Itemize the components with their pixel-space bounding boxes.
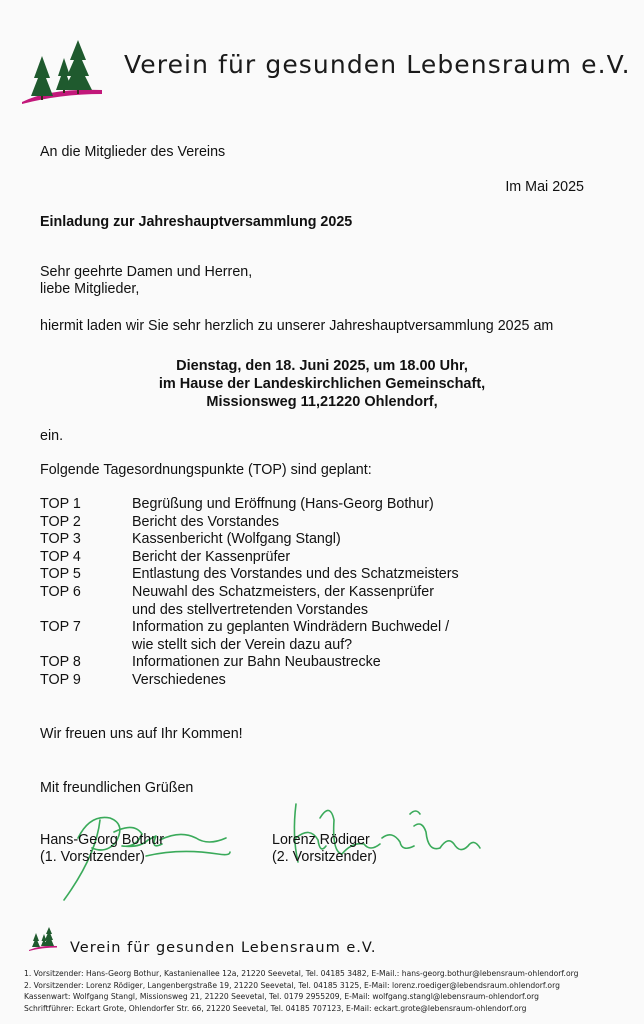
agenda-text: Kassenbericht (Wolfgang Stangl) — [132, 531, 341, 548]
signer-1-name: Hans-Georg Bothur — [40, 832, 164, 848]
org-title: Verein für gesunden Lebensraum e.V. — [124, 50, 631, 79]
recipient: An die Mitglieder des Vereins — [40, 144, 226, 160]
salutation — [40, 264, 252, 298]
agenda-id: TOP 3 — [40, 531, 81, 548]
agenda-id: TOP 2 — [40, 513, 81, 530]
agenda-id: TOP 7 — [40, 619, 81, 636]
signer-1-role: (1. Vorsitzender) — [40, 849, 145, 865]
agenda-row — [40, 531, 600, 549]
footer-logo-trees-icon — [28, 926, 58, 952]
agenda-text: Bericht der Kassenprüfer — [132, 548, 291, 565]
event-details — [0, 357, 644, 411]
event-address: Missionsweg 11,21220 Ohlendorf, — [206, 394, 438, 410]
agenda-table — [40, 496, 600, 690]
agenda-id: TOP 8 — [40, 654, 81, 671]
agenda-text: Information zu geplanten Windrädern Buchwedel / wie stellt sich der Verein dazu auf? — [132, 619, 450, 653]
signer-2 — [272, 832, 377, 866]
signer-2-name: Lorenz Rödiger — [272, 832, 370, 848]
agenda-row — [40, 654, 600, 672]
agenda-text: Bericht des Vorstandes — [132, 513, 280, 530]
agenda-id: TOP 6 — [40, 583, 81, 600]
agenda-text: Entlastung des Vorstandes und des Schatzmeisters — [132, 566, 459, 583]
ein-text: ein. — [40, 428, 64, 444]
footer-line: Schriftführer: Eckart Grote, Ohlendorfer Str. 66, 21220 Seevetal, Tel. 04185 707123, E-Mail: eckart.grote@lebensraum-ohlendorf.org — [24, 1003, 527, 1013]
agenda-text: Verschiedenes — [132, 671, 226, 688]
agenda-id: TOP 4 — [40, 548, 81, 565]
agenda-text: Begrüßung und Eröffnung (Hans-Georg Bothur) — [132, 496, 434, 512]
event-date: Dienstag, den 18. Juni 2025, um 18.00 Uhr, — [176, 358, 468, 374]
agenda-row — [40, 672, 600, 690]
agenda-id: TOP 9 — [40, 671, 81, 688]
agenda-row — [40, 496, 600, 514]
salutation-line: Sehr geehrte Damen und Herren, — [40, 264, 253, 280]
regards-text: Mit freundlichen Grüßen — [40, 780, 194, 796]
agenda-row — [40, 566, 600, 584]
agenda-text: Neuwahl des Schatzmeisters, der Kassenprüfer und des stellvertretenden Vorstandes — [132, 583, 434, 618]
agenda-intro: Folgende Tagesordnungspunkte (TOP) sind geplant: — [40, 462, 372, 478]
letter-date: Im Mai 2025 — [505, 179, 584, 195]
closing-text: Wir freuen uns auf Ihr Kommen! — [40, 726, 243, 742]
intro-text: hiermit laden wir Sie sehr herzlich zu unserer Jahreshauptversammlung 2025 am — [40, 318, 554, 334]
footer-line: 1. Vorsitzender: Hans-Georg Bothur, Kastanienallee 12a, 21220 Seevetal, Tel. 04185 3482, E-Mail.: hans-georg.bothur@lebensraum-ohlendorf.org — [24, 969, 579, 978]
agenda-row — [40, 549, 600, 567]
agenda-row — [40, 514, 600, 532]
footer-line: Kassenwart: Wolfgang Stangl, Missionsweg 21, 21220 Seevetal, Tel. 0179 2955209, E-Mail: wolfgang.stangl@lebensraum-ohlendorf.org — [24, 992, 539, 1001]
agenda-id: TOP 1 — [40, 496, 81, 512]
signer-2-role: (2. Vorsitzender) — [272, 849, 377, 865]
agenda-row — [40, 584, 600, 619]
agenda-id: TOP 5 — [40, 566, 81, 583]
footer-line: 2. Vorsitzender: Lorenz Rödiger, Langenbergstraße 19, 21220 Seevetal, Tel. 04185 3125, E-Mail: lorenz.roediger@lebendsraum.ohlendorf.org — [24, 980, 560, 990]
agenda-text: Informationen zur Bahn Neubaustrecke — [132, 654, 381, 671]
footer-contacts — [24, 968, 578, 1014]
logo-trees-icon — [20, 38, 104, 108]
salutation-line: liebe Mitglieder, — [40, 281, 140, 297]
event-venue: im Hause der Landeskirchlichen Gemeinschaft, — [158, 376, 486, 392]
subject: Einladung zur Jahreshauptversammlung 2025 — [40, 214, 353, 230]
agenda-row — [40, 619, 600, 654]
footer-org-title: Verein für gesunden Lebensraum e.V. — [70, 940, 377, 956]
signer-1 — [40, 832, 164, 866]
